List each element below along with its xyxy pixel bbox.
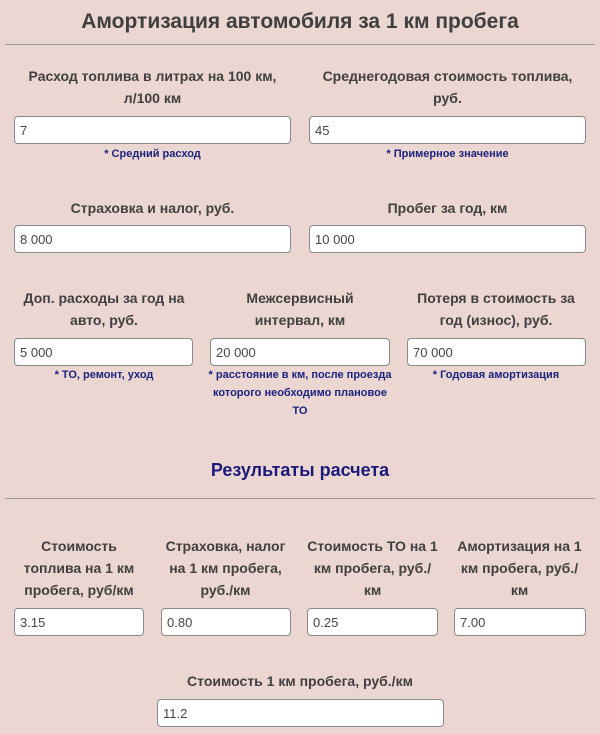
fuel-consumption-input[interactable] bbox=[14, 116, 291, 144]
value-loss-label: Потеря в стоимость за год (износ), руб. bbox=[417, 290, 575, 328]
extra-costs-note: * ТО, ремонт, уход bbox=[54, 369, 154, 381]
fuel-consumption-label: Расход топлива в литрах на 100 км, л/100 км bbox=[28, 68, 277, 106]
fuel-price-note: * Примерное значение bbox=[386, 148, 509, 160]
insurance-tax-input[interactable] bbox=[14, 225, 291, 253]
value-loss-input[interactable] bbox=[407, 338, 586, 366]
insurance-per-km-output[interactable] bbox=[161, 608, 291, 636]
service-interval-label: Межсервисный интервал, км bbox=[246, 290, 354, 328]
extra-costs-input[interactable] bbox=[14, 338, 193, 366]
service-interval-note: * расстояние в км, после проезда которого необходимо плановое ТО bbox=[208, 369, 392, 417]
service-per-km-output[interactable] bbox=[307, 608, 438, 636]
fuel-per-km-label: Стоимость топлива на 1 км пробега, руб/км bbox=[23, 538, 135, 598]
fuel-per-km-output[interactable] bbox=[14, 608, 144, 636]
depreciation-per-km-output[interactable] bbox=[454, 608, 586, 636]
fuel-price-input[interactable] bbox=[309, 116, 586, 144]
total-per-km-label: Стоимость 1 км пробега, руб./км bbox=[187, 673, 413, 689]
results-title: Результаты расчета bbox=[210, 460, 390, 480]
depreciation-per-km-label: Амортизация на 1 км пробега, руб./км bbox=[457, 538, 582, 598]
results-divider bbox=[5, 498, 595, 499]
insurance-tax-label: Страховка и налог, руб. bbox=[70, 200, 235, 216]
insurance-per-km-label: Страховка, налог на 1 км пробега, руб./км bbox=[165, 538, 286, 598]
top-divider bbox=[5, 44, 595, 45]
extra-costs-label: Доп. расходы за год на авто, руб. bbox=[23, 290, 185, 328]
fuel-price-label: Среднегодовая стоимость топлива, руб. bbox=[322, 68, 573, 106]
service-interval-input[interactable] bbox=[210, 338, 390, 366]
fuel-consumption-note: * Средний расход bbox=[104, 148, 201, 160]
annual-mileage-label: Пробег за год, км bbox=[387, 200, 508, 216]
total-per-km-output[interactable] bbox=[157, 699, 444, 727]
value-loss-note: * Годовая амортизация bbox=[432, 369, 560, 381]
service-per-km-label: Стоимость ТО на 1 км пробега, руб./км bbox=[307, 538, 438, 598]
page-title: Амортизация автомобиля за 1 км пробега bbox=[81, 10, 519, 33]
annual-mileage-input[interactable] bbox=[309, 225, 586, 253]
